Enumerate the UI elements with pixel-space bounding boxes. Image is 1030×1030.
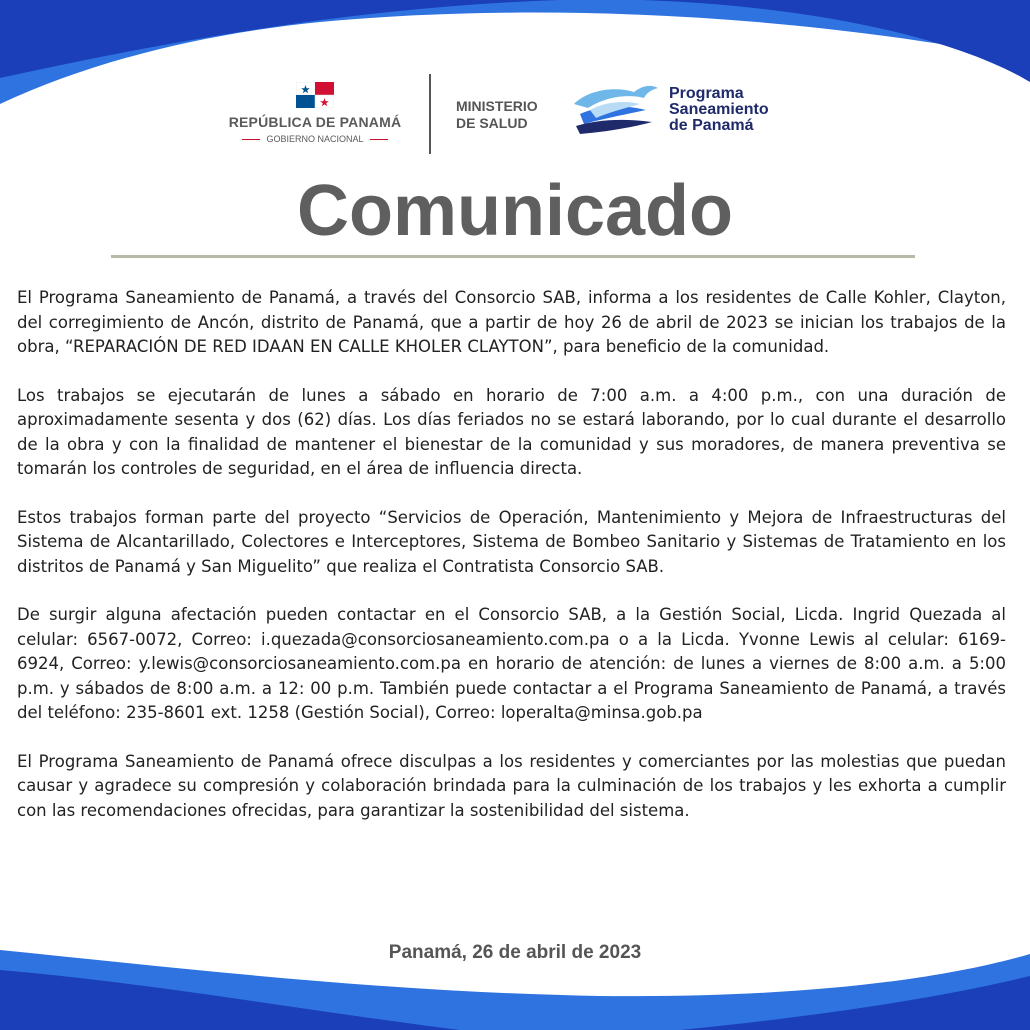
ministerio-logo: [456, 98, 538, 132]
paragraph-contact: De surgir alguna afectación pueden contactar en el Consorcio SAB, a la Gestión Social, Licda. Ingrid Quezada al celular: 6567-0072, Correo: i.quezada@consorciosaneamiento.com.pa o a la Licda. Yvonne Lewis al celular: 6169-6924, Correo: y.lewis@consorciosaneamiento.com.pa en horario de atención: de lunes a viernes de 8:00 a.m. a 5:00 p.m. y sábados de 8:00 a.m. a 12: 00 p.m. También puede contactar a el Programa Saneamiento de Panamá, a través del teléfono: 235-8601 ext. 1258 (Gestión Social), Correo: loperalta@minsa.gob.pa: [17, 605, 1006, 722]
gobierno-nacional-label: [222, 134, 408, 144]
ministerio-line2: DE SALUD: [456, 115, 528, 131]
programa-saneamiento-logo-text: [669, 86, 769, 134]
paragraph-schedule: Los trabajos se ejecutarán de lunes a sábado en horario de 7:00 a.m. a 4:00 p.m., con una duración de aproximadamente sesenta y dos (62) días. Los días feriados no se estará laborando, por lo cual durante el desarrollo de la obra y con la finalidad de mantener el bienestar de la comunidad y sus moradores, de manera preventiva se tomarán los controles de seguridad, en el área de influencia directa.: [17, 385, 1006, 478]
panama-flag-icon: [296, 82, 334, 108]
red-dash-left: [242, 139, 260, 140]
bottom-wave-decoration: [0, 940, 1030, 1030]
programa-line1: Programa: [669, 85, 744, 102]
programa-line3: de Panamá: [669, 117, 754, 134]
dolphin-logo-icon: [570, 84, 662, 138]
ministerio-line1: MINISTERIO: [456, 98, 538, 114]
red-dash-right: [370, 139, 388, 140]
document-title: Comunicado: [296, 171, 733, 251]
communique-body: [17, 286, 1006, 847]
gobierno-nacional-text: GOBIERNO NACIONAL: [266, 134, 364, 144]
programa-line2: Saneamiento: [669, 101, 769, 118]
republica-name: REPÚBLICA DE PANAMÁ: [228, 114, 402, 130]
paragraph-project: Estos trabajos forman parte del proyecto “Servicios de Operación, Mantenimiento y Mejora de Infraestructuras del Sistema de Alcantarillado, Colectores e Interceptores, Sistema de Bombeo Sanitario y Sistemas de Tratamiento en los distritos de Panamá y San Miguelito” que realiza el Contratista Consorcio SAB.: [17, 507, 1006, 576]
title-underline: [111, 255, 915, 258]
header-divider: [429, 74, 431, 154]
date-location: Panamá, 26 de abril de 2023: [388, 942, 642, 963]
republica-logo: [222, 82, 408, 144]
header-logos: [0, 72, 1030, 162]
paragraph-announcement: El Programa Saneamiento de Panamá, a través del Consorcio SAB, informa a los residentes de Calle Kohler, Clayton, del corregimiento de Ancón, distrito de Panamá, que a partir de hoy 26 de abril de 2023 se inician los trabajos de la obra, “REPARACIÓN DE RED IDAAN EN CALLE KHOLER CLAYTON”, para beneficio de la comunidad.: [17, 288, 1006, 356]
paragraph-apology: El Programa Saneamiento de Panamá ofrece disculpas a los residentes y comerciantes por las molestias que puedan causar y agradece su compresión y colaboración brindada para la culminación de los trabajos y les exhorta a cumplir con las recomendaciones ofrecidas, para garantizar la sostenibilidad del sistema.: [17, 751, 1006, 820]
